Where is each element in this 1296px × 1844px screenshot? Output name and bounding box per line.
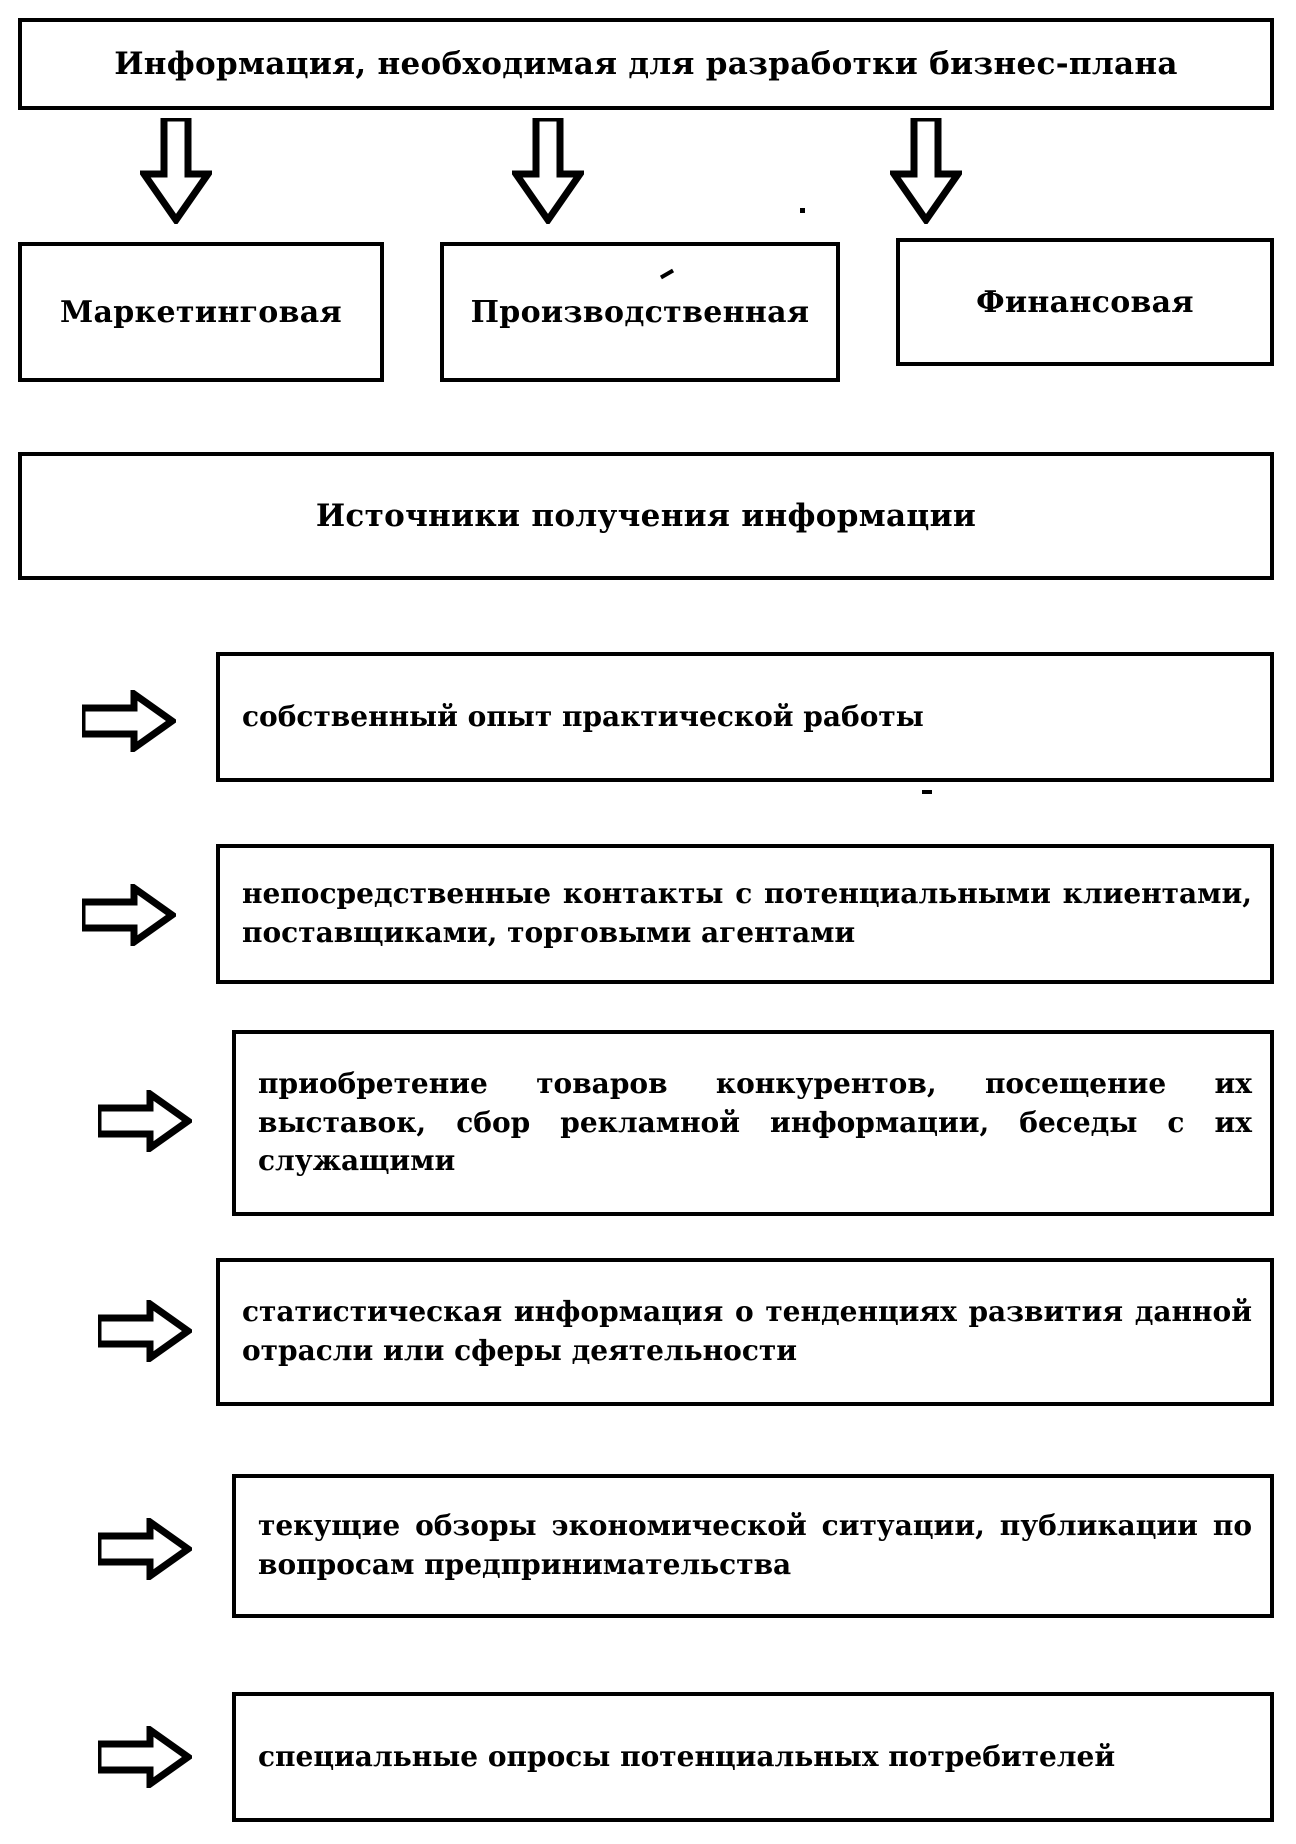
source-item-box-4 (216, 1258, 1274, 1406)
scan-speck (922, 790, 932, 794)
down-arrow-icon-2 (512, 118, 584, 224)
source-item-text: текущие обзоры экономической ситуации, публикации по вопросам предпринимательства (258, 1509, 1252, 1581)
down-arrow-icon-3 (890, 118, 962, 224)
source-item-box-6 (232, 1692, 1274, 1822)
right-arrow-icon-1 (82, 690, 176, 752)
scan-speck (800, 208, 805, 213)
source-item-text: специальные опросы потенциальных потребителей (258, 1739, 1116, 1773)
right-arrow-icon-4 (98, 1300, 192, 1362)
category-box-financial (896, 238, 1274, 366)
source-item-text: приобретение товаров конкурентов, посещение их выставок, сбор рекламной информации, беседы с их служащими (258, 1067, 1252, 1178)
sources-header-box (18, 452, 1274, 580)
diagram-title-box (18, 18, 1274, 110)
source-item-box-5 (232, 1474, 1274, 1618)
down-arrow-icon-1 (140, 118, 212, 224)
sources-header-text: Источники получения информации (315, 498, 977, 534)
category-label: Финансовая (976, 284, 1194, 320)
right-arrow-icon-5 (98, 1518, 192, 1580)
right-arrow-icon-6 (98, 1726, 192, 1788)
category-box-marketing (18, 242, 384, 382)
category-label: Маркетинговая (60, 294, 342, 330)
source-item-box-2 (216, 844, 1274, 984)
source-item-box-3 (232, 1030, 1274, 1216)
category-box-production (440, 242, 840, 382)
category-label: Производственная (470, 294, 810, 330)
right-arrow-icon-2 (82, 884, 176, 946)
source-item-text: статистическая информация о тенденциях развития данной отрасли или сферы деятельности (242, 1295, 1252, 1367)
diagram-title-text: Информация, необходимая для разработки бизнес-плана (114, 46, 1178, 82)
source-item-text: непосредственные контакты с потенциальными клиентами, поставщиками, торговыми агентами (242, 877, 1252, 949)
right-arrow-icon-3 (98, 1090, 192, 1152)
source-item-box-1 (216, 652, 1274, 782)
source-item-text: собственный опыт практической работы (242, 699, 924, 733)
